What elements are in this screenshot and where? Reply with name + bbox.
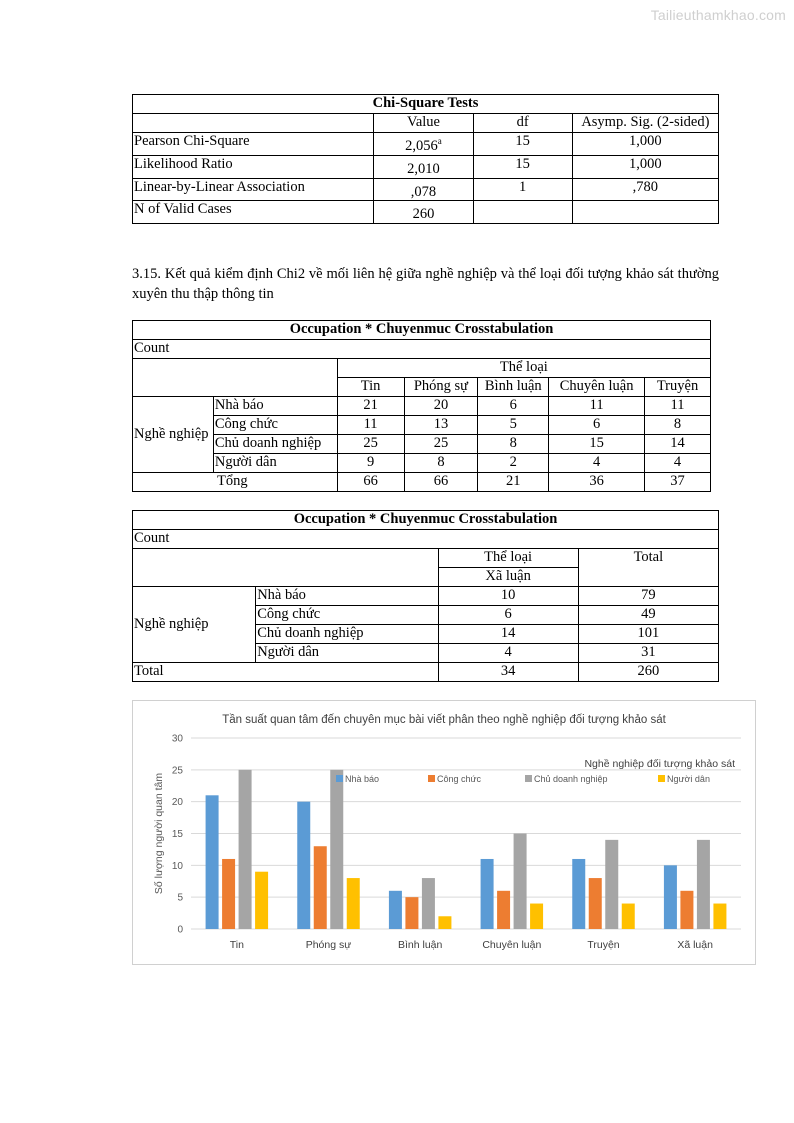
crosstab1-row — [133, 435, 711, 454]
crosstab2-total-label: Total — [133, 663, 439, 682]
crosstab2-total-header: Total — [578, 549, 718, 587]
header-df: df — [473, 114, 572, 133]
crosstab2-row-total: 49 — [578, 606, 718, 625]
y-tick-label: 0 — [177, 924, 183, 936]
bar-công-chức — [497, 891, 510, 929]
legend-label: Nhà báo — [345, 774, 380, 784]
crosstab1-column-header: Chuyên luận — [549, 378, 645, 397]
crosstab2-grand-total: 260 — [578, 663, 718, 682]
crosstab1-cell: 21 — [337, 397, 404, 416]
crosstab2-row — [133, 587, 719, 606]
y-tick-label: 20 — [171, 797, 183, 809]
row-group-label: Nghề nghiệp — [134, 426, 209, 442]
crosstab1-row-group — [133, 397, 214, 473]
crosstab2-cell: 4 — [438, 644, 578, 663]
row-df: 15 — [473, 155, 572, 178]
row-label: Linear-by-Linear Association — [133, 178, 374, 201]
row-value — [374, 178, 473, 201]
crosstab1-cell: 4 — [645, 454, 711, 473]
x-tick-label: Bình luận — [397, 939, 443, 951]
y-tick-label: 15 — [171, 829, 183, 840]
crosstab2-row-total: 31 — [578, 644, 718, 663]
crosstab2-total-value: 34 — [438, 663, 578, 682]
row-group-label: Nghề nghiệp — [134, 616, 209, 632]
crosstab2-count-label: Count — [133, 530, 719, 549]
legend-swatch — [428, 775, 435, 782]
bar-chủ-doanh-nghiệp — [422, 878, 435, 929]
crosstab1-row — [133, 416, 711, 435]
bar-chủ-doanh-nghiệp — [239, 770, 252, 929]
bar-nhà-báo — [206, 795, 219, 929]
bar-chart — [132, 700, 756, 965]
crosstab2-empty-corner — [133, 549, 439, 587]
crosstab1-cell: 13 — [404, 416, 478, 435]
x-tick-label: Truyện — [587, 939, 620, 951]
bar-người-dân — [622, 904, 635, 929]
section-paragraph: 3.15. Kết quả kiểm định Chi2 về mối liên hệ giữa nghề nghiệp và thể loại đối tượng khảo sát thường xuyên thu thập thông tin — [132, 266, 719, 302]
row-df: 1 — [473, 178, 572, 201]
crosstab1-column-header: Bình luận — [478, 378, 549, 397]
row-sig — [572, 201, 718, 224]
chi-square-row — [133, 155, 719, 178]
row-value — [374, 133, 473, 156]
header-asymp-sig: Asymp. Sig. (2-sided) — [572, 114, 718, 133]
crosstab1-cell: 8 — [645, 416, 711, 435]
value-text: 2,010 — [407, 160, 440, 177]
crosstab1-row-label: Công chức — [213, 416, 337, 435]
row-label: Pearson Chi-Square — [133, 133, 374, 156]
legend-swatch — [658, 775, 665, 782]
crosstab1-total-cell: 66 — [337, 473, 404, 492]
crosstab1-row-label: Người dân — [213, 454, 337, 473]
x-tick-label: Chuyên luận — [482, 939, 542, 951]
crosstab1-count-label: Count — [133, 340, 711, 359]
crosstab1-total-cell: 36 — [549, 473, 645, 492]
crosstab1-row — [133, 397, 711, 416]
value-text: 2,056 — [405, 137, 438, 154]
crosstab1-cell: 4 — [549, 454, 645, 473]
crosstab2-row-total: 79 — [578, 587, 718, 606]
legend-title: Nghề nghiệp đối tượng khảo sát — [584, 758, 735, 770]
crosstab1-title: Occupation * Chuyenmuc Crosstabulation — [133, 321, 711, 340]
crosstab1-total-row — [133, 473, 711, 492]
bar-công-chức — [222, 859, 235, 929]
crosstab2-cell: 6 — [438, 606, 578, 625]
footnote-marker: a — [437, 136, 442, 146]
crosstab1-empty-corner — [133, 359, 338, 397]
bar-chủ-doanh-nghiệp — [697, 840, 710, 929]
crosstab2-cell: 10 — [438, 587, 578, 606]
row-sig: 1,000 — [572, 133, 718, 156]
bar-nhà-báo — [664, 865, 677, 929]
y-tick-label: 10 — [171, 860, 183, 872]
crosstab1-cell: 11 — [645, 397, 711, 416]
y-axis-label: Số lượng người quan tâm — [153, 772, 165, 895]
legend-swatch — [525, 775, 532, 782]
crosstab2-row-label: Người dân — [256, 644, 438, 663]
chart-title: Tần suất quan tâm đến chuyên mục bài viết phân theo nghề nghiệp đối tượng khảo sát — [222, 714, 666, 726]
bar-công-chức — [589, 878, 602, 929]
bar-người-dân — [255, 872, 268, 929]
crosstab1-total-label: Tổng — [133, 473, 338, 492]
y-tick-label: 25 — [171, 765, 183, 777]
bar-công-chức — [680, 891, 693, 929]
row-value — [374, 155, 473, 178]
crosstab1-cell: 25 — [337, 435, 404, 454]
crosstab2-group-header: Thể loại — [438, 549, 578, 568]
bar-người-dân — [530, 904, 543, 929]
value-text: 260 — [412, 206, 435, 223]
crosstab2-title: Occupation * Chuyenmuc Crosstabulation — [133, 511, 719, 530]
bar-người-dân — [713, 904, 726, 929]
crosstab2-cell: 14 — [438, 625, 578, 644]
bar-chủ-doanh-nghiệp — [605, 840, 618, 929]
chi-square-table — [132, 94, 719, 224]
x-tick-label: Tin — [229, 939, 244, 951]
crosstab-table-2 — [132, 510, 719, 682]
row-df — [473, 201, 572, 224]
bar-chủ-doanh-nghiệp — [514, 834, 527, 930]
row-df: 15 — [473, 133, 572, 156]
crosstab-table-1 — [132, 320, 711, 492]
crosstab1-cell: 8 — [478, 435, 549, 454]
chi-square-row — [133, 133, 719, 156]
bar-nhà-báo — [297, 802, 310, 929]
y-tick-label: 5 — [177, 892, 183, 904]
bar-người-dân — [438, 916, 451, 929]
chi-square-row — [133, 178, 719, 201]
crosstab1-cell: 11 — [549, 397, 645, 416]
empty-header-cell — [133, 114, 374, 133]
crosstab1-cell: 14 — [645, 435, 711, 454]
crosstab1-cell: 9 — [337, 454, 404, 473]
crosstab1-total-cell: 66 — [404, 473, 478, 492]
chi-square-row — [133, 201, 719, 224]
crosstab1-group-header: Thể loại — [337, 359, 710, 378]
row-sig: ,780 — [572, 178, 718, 201]
crosstab1-cell: 6 — [478, 397, 549, 416]
crosstab1-cell: 11 — [337, 416, 404, 435]
bar-công-chức — [405, 897, 418, 929]
row-sig: 1,000 — [572, 155, 718, 178]
crosstab1-total-cell: 37 — [645, 473, 711, 492]
legend-swatch — [336, 775, 343, 782]
bar-nhà-báo — [389, 891, 402, 929]
bar-công-chức — [314, 846, 327, 929]
crosstab2-row-label: Công chức — [256, 606, 438, 625]
crosstab1-cell: 15 — [549, 435, 645, 454]
crosstab1-row-label: Nhà báo — [213, 397, 337, 416]
bar-chart-svg — [133, 701, 755, 964]
crosstab1-cell: 8 — [404, 454, 478, 473]
crosstab1-row — [133, 454, 711, 473]
value-text: ,078 — [410, 183, 437, 200]
row-label: Likelihood Ratio — [133, 155, 374, 178]
crosstab2-column-xa-luan: Xã luận — [438, 568, 578, 587]
crosstab1-cell: 6 — [549, 416, 645, 435]
bar-người-dân — [347, 878, 360, 929]
chi-square-title: Chi-Square Tests — [133, 95, 719, 114]
legend-label: Công chức — [437, 774, 482, 784]
x-tick-label: Xã luận — [677, 939, 713, 951]
crosstab2-row-group — [133, 587, 256, 663]
row-value — [374, 201, 473, 224]
crosstab1-row-label: Chủ doanh nghiệp — [213, 435, 337, 454]
y-tick-label: 30 — [171, 733, 183, 745]
crosstab2-row-label: Chủ doanh nghiệp — [256, 625, 438, 644]
crosstab1-column-header: Tin — [337, 378, 404, 397]
bar-nhà-báo — [481, 859, 494, 929]
bar-chủ-doanh-nghiệp — [330, 770, 343, 929]
crosstab1-column-header: Phóng sự — [404, 378, 478, 397]
crosstab1-cell: 20 — [404, 397, 478, 416]
crosstab1-column-header: Truyện — [645, 378, 711, 397]
legend-label: Người dân — [667, 774, 710, 784]
crosstab1-total-cell: 21 — [478, 473, 549, 492]
watermark: Tailieuthamkhao.com — [650, 7, 786, 23]
header-value: Value — [374, 114, 473, 133]
crosstab1-cell: 25 — [404, 435, 478, 454]
row-label: N of Valid Cases — [133, 201, 374, 224]
x-tick-label: Phóng sự — [305, 939, 352, 951]
crosstab2-row-total: 101 — [578, 625, 718, 644]
crosstab1-cell: 2 — [478, 454, 549, 473]
crosstab2-row-label: Nhà báo — [256, 587, 438, 606]
bar-nhà-báo — [572, 859, 585, 929]
crosstab1-cell: 5 — [478, 416, 549, 435]
legend-label: Chủ doanh nghiệp — [534, 774, 608, 784]
